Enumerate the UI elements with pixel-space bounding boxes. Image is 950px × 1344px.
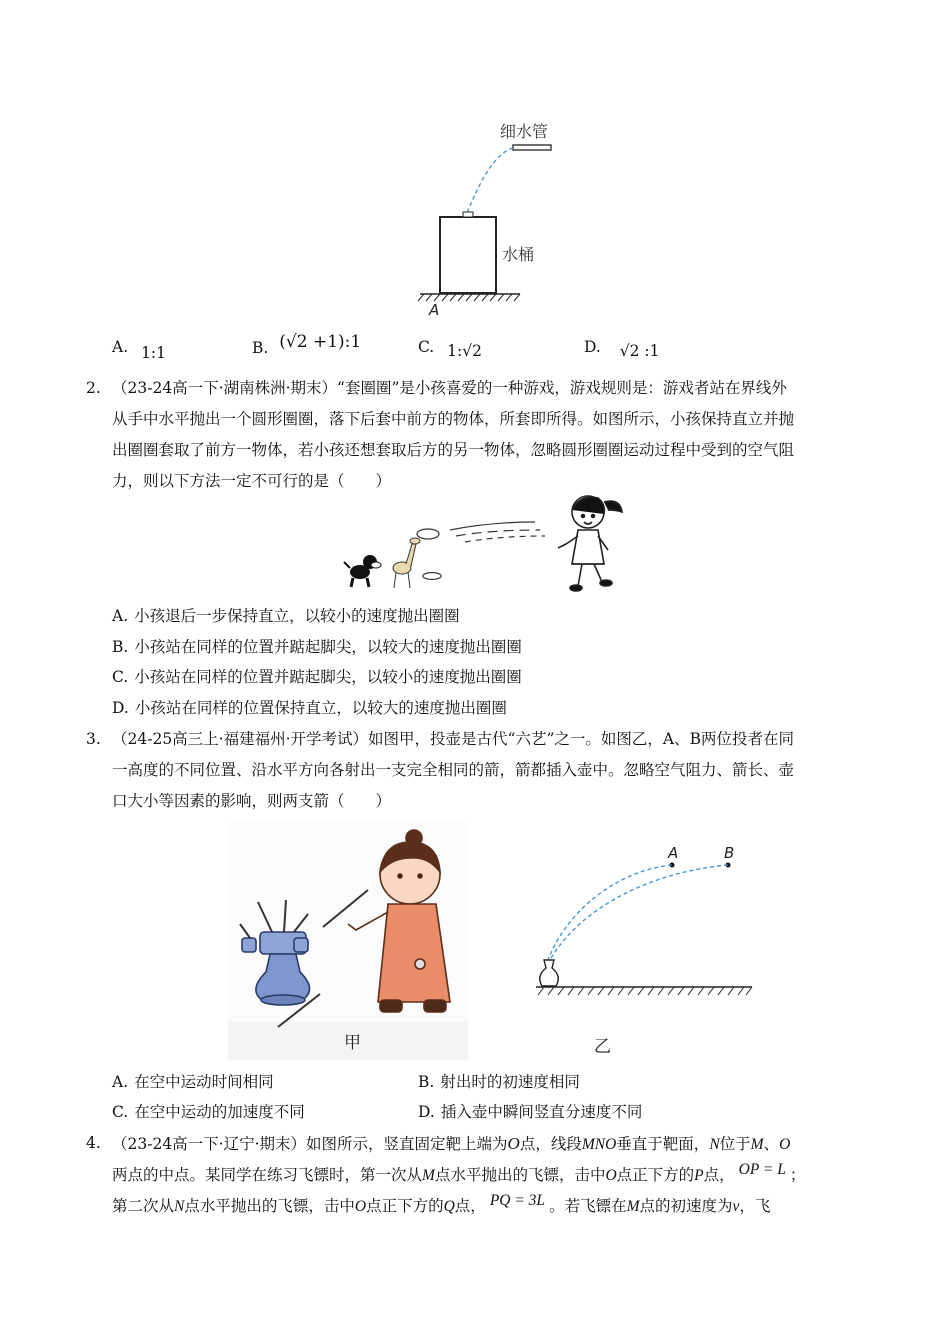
option-letter: C. (112, 668, 129, 686)
q4-text: 点，线段 (519, 1135, 582, 1153)
ground-hatch (538, 987, 752, 995)
q2-option-b[interactable] (112, 632, 522, 663)
q4-math: O (779, 1136, 791, 1153)
option-letter: B. (112, 638, 129, 656)
option-letter: B. (418, 1073, 435, 1091)
caption-yi: 乙 (594, 1037, 611, 1057)
q4-text: ，飞 (739, 1197, 771, 1215)
q4-text: 。若飞镖在 (549, 1197, 627, 1215)
bucket-mouth (463, 212, 473, 217)
q3-option-c[interactable] (112, 1097, 305, 1128)
dog-icon (344, 555, 381, 587)
q4-math: M (750, 1136, 764, 1153)
option-letter: A. (112, 607, 129, 625)
q2-line: 从手中水平抛出一个圆形圈圈，落下后套中前方的物体，所套即所得。如图所示，小孩保持直立并抛 (112, 410, 795, 428)
q4-math: O (354, 1198, 367, 1215)
q4-math: Q (443, 1198, 455, 1215)
pipe-label: 细水管 (500, 122, 549, 141)
option-text: 射出时的初速度相同 (440, 1073, 580, 1091)
option-text: 小孩退后一步保持直立，以较小的速度抛出圈圈 (134, 607, 460, 625)
pitch-pot-figure-yi (530, 838, 760, 1060)
option-text: 在空中运动时间相同 (134, 1073, 274, 1091)
trajectory-b (550, 865, 728, 960)
q2-option-c[interactable] (112, 662, 522, 693)
option-text: 在空中运动的加速度不同 (134, 1103, 305, 1121)
q4-math: N (709, 1136, 720, 1153)
bucket-figure (410, 115, 570, 320)
q4-math: O (507, 1134, 520, 1153)
option-letter: A. (112, 338, 129, 356)
landed-ring (423, 573, 441, 580)
caption-jia: 甲 (344, 1033, 361, 1053)
girl-icon (558, 496, 622, 591)
q2-line: 出圈圈套取了前方一物体，若小孩还想套取后方的另一物体，忽略圆形圈圈运动过程中受到的空气阻 (112, 441, 795, 459)
q2-option-d[interactable] (112, 693, 507, 724)
option-text: 插入壶中瞬间竖直分速度不同 (440, 1103, 643, 1121)
q4-math: MNO (581, 1136, 617, 1153)
q4-text: 位于 (719, 1135, 751, 1153)
q3-option-a[interactable] (112, 1067, 274, 1098)
point-a-label: A (668, 844, 679, 862)
q4-text: 、 (763, 1135, 780, 1153)
q4-math: N (174, 1198, 185, 1215)
motion-lines (450, 522, 545, 542)
q4-text: 两点的中点。某同学在练习飞镖时，第一次从 (112, 1166, 423, 1184)
option-text: 1:1 (141, 344, 167, 362)
option-text: √2 :1 (619, 342, 660, 360)
q4-line (112, 1128, 872, 1160)
q4-equation: OP = L (738, 1161, 786, 1178)
option-letter: C. (418, 338, 435, 356)
option-text: (√2 +1):1 (279, 332, 362, 352)
q4-text: 点正下方的 (366, 1197, 444, 1215)
q1-option-b[interactable] (252, 332, 362, 358)
q3-line: （24-25高三上·福建福州·开学考试）如图甲，投壶是古代“六艺”之一。如图乙，A、B两位投者在同 (112, 730, 794, 748)
q4-text: ； (789, 1166, 806, 1184)
q4-text: 第二次从 (112, 1197, 175, 1215)
q4-line (112, 1191, 872, 1222)
option-text: 小孩站在同样的位置并踮起脚尖，以较小的速度抛出圈圈 (134, 668, 522, 686)
q3-line: 一高度的不同位置、沿水平方向各射出一支完全相同的箭，箭都插入壶中。忽略空气阻力、箭长、壶 (112, 761, 795, 779)
option-letter: D. (584, 338, 601, 356)
q4-text: 点水平抛出的飞镖，击中 (434, 1166, 606, 1184)
q4-text: 点的初速度为 (639, 1197, 733, 1215)
q1-option-d[interactable] (584, 338, 660, 360)
q4-line (112, 1160, 872, 1191)
q4-text: 点水平抛出的飞镖，击中 (184, 1197, 355, 1215)
q1-option-c[interactable] (418, 338, 482, 360)
q4-equation: PQ = 3L (489, 1192, 546, 1209)
q4-text: 点， (454, 1197, 486, 1215)
q4-number: 4. (86, 1134, 101, 1152)
ground-hatch (418, 294, 520, 301)
q4-stem (112, 1128, 872, 1222)
option-letter: C. (112, 1103, 129, 1121)
q4-text: （23-24高一下·辽宁·期末）如图所示，竖直固定靶上端为 (112, 1135, 508, 1153)
ring-toss-figure (340, 492, 640, 600)
option-letter: A. (112, 1073, 129, 1091)
pitch-pot-figure-jia (228, 822, 468, 1060)
option-text: 小孩站在同样的位置并踮起脚尖，以较大的速度抛出圈圈 (134, 638, 522, 656)
pot-icon (540, 960, 559, 986)
point-b-label: B (724, 844, 735, 862)
option-letter: D. (418, 1103, 435, 1121)
q2-line: 力，则以下方法一定不可行的是（ ） (112, 472, 392, 490)
q2-stem (112, 373, 864, 497)
option-text: 小孩站在同样的位置保持直立，以较大的速度抛出圈圈 (134, 699, 507, 717)
giraffe-icon (393, 538, 420, 588)
q4-math: O (605, 1167, 617, 1184)
q4-math: M (626, 1198, 640, 1215)
q3-line: 口大小等因素的影响，则两支箭（ ） (112, 792, 392, 810)
thin-pipe (513, 145, 551, 150)
bucket-label: 水桶 (502, 245, 535, 264)
q3-option-d[interactable] (418, 1097, 642, 1128)
point-a-label: A (429, 301, 440, 319)
q1-option-a[interactable] (112, 338, 167, 362)
q4-text: 点正下方的 (616, 1166, 695, 1184)
q4-math: v (732, 1198, 740, 1215)
option-letter: D. (112, 699, 129, 717)
q3-option-b[interactable] (418, 1067, 580, 1098)
option-letter: B. (252, 339, 269, 357)
q3-number: 3. (86, 730, 101, 748)
q4-math: P (694, 1167, 704, 1184)
trajectory-a (548, 865, 672, 960)
q4-math: M (422, 1167, 435, 1184)
q2-line: （23-24高一下·湖南株洲·期末）“套圈圈”是小孩喜爱的一种游戏，游戏规则是：游戏者站在界线外 (112, 379, 787, 397)
option-text: 1:√2 (447, 342, 482, 360)
q2-option-a[interactable] (112, 601, 460, 632)
q4-text: 点， (703, 1166, 735, 1184)
q4-text: 垂直于靶面， (616, 1135, 710, 1153)
bucket (440, 217, 496, 293)
flying-ring (417, 529, 439, 539)
q2-number: 2. (86, 379, 101, 397)
q3-stem (112, 724, 864, 817)
